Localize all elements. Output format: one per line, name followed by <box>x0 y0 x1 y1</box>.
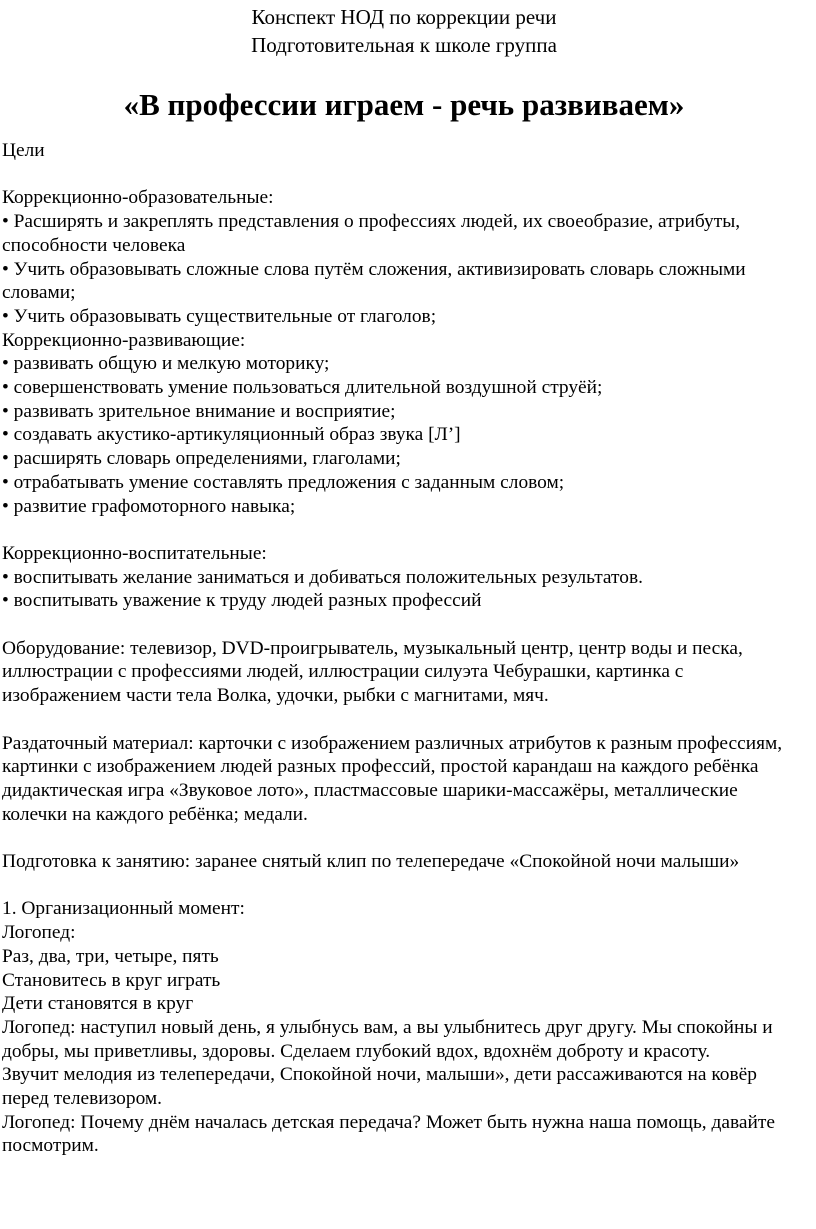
list-item: • отрабатывать умение составлять предложения с заданным словом; <box>2 471 565 493</box>
upbringing-heading: Коррекционно-воспитательные: <box>2 542 267 564</box>
lesson-line: Дети становятся в круг <box>2 993 194 1015</box>
header-line-2: Подготовительная к школе группа <box>251 33 557 57</box>
list-item: • Учить образовывать сложные слова путём сложения, активизировать словарь сложными словами; <box>2 258 746 304</box>
document-body <box>2 139 806 1158</box>
list-item: • воспитывать желание заниматься и добиваться положительных результатов. <box>2 566 643 588</box>
spacer <box>2 613 806 637</box>
lesson-line: Звучит мелодия из телепередачи, Спокойной ночи, малыши», дети рассаживаются на ковёр перед телевизором. <box>2 1064 757 1110</box>
list-item: • создавать акустико-артикуляционный образ звука [Л’] <box>2 424 461 446</box>
spacer <box>2 874 806 898</box>
goals-heading: Цели <box>2 140 45 161</box>
handout-paragraph: Раздаточный материал: карточки с изображением различных атрибутов к разным профессиям, картинки с изображением людей разных профессий, простой карандаш на каждого ребёнка дидактическая игра «Звуковое лото», пластмассовые шарики-массажёры, металлические колечки на каждого ребёнка; медали. <box>2 732 783 825</box>
spacer <box>2 708 806 732</box>
list-item: • развивать общую и мелкую моторику; <box>2 353 330 375</box>
list-item: • Учить образовывать существительные от глаголов; <box>2 305 437 327</box>
lesson-heading: 1. Организационный момент: <box>2 898 245 920</box>
lesson-line: Раз, два, три, четыре, пять <box>2 945 219 967</box>
educational-heading: Коррекционно-образовательные: <box>2 187 274 209</box>
spacer <box>2 163 806 187</box>
list-item: • развитие графомоторного навыка; <box>2 495 296 517</box>
document-title: «В профессии играем - речь развиваем» <box>123 87 685 122</box>
lesson-line: Логопед: <box>2 922 76 944</box>
list-item: • воспитывать уважение к труду людей разных профессий <box>2 590 482 612</box>
list-item: • развивать зрительное внимание и восприятие; <box>2 400 396 422</box>
developing-heading: Коррекционно-развивающие: <box>2 329 246 351</box>
list-item: • Расширять и закреплять представления о профессиях людей, их своеобразие, атрибуты, способности человека <box>2 211 741 256</box>
spacer <box>2 826 806 850</box>
preparation-paragraph: Подготовка к занятию: заранее снятый клип по телепередаче «Спокойной ночи малыши» <box>2 851 740 873</box>
lesson-line: Логопед: наступил новый день, я улыбнусь вам, а вы улыбнитесь друг другу. Мы спокойны и добры, мы приветливы, здоровы. Сделаем глубокий вдох, вдохнём доброту и красоту. <box>2 1016 773 1062</box>
list-item: • расширять словарь определениями, глаголами; <box>2 448 401 470</box>
lesson-line: Становитесь в круг играть <box>2 969 221 991</box>
equipment-paragraph: Оборудование: телевизор, DVD-проигрыватель, музыкальный центр, центр воды и песка, иллюстрации с профессиями людей, иллюстрации силуэта Чебурашки, картинка с изображением части тела Волка, удочки, рыбки с магнитами, мяч. <box>2 637 743 707</box>
list-item: • совершенствовать умение пользоваться длительной воздушной струёй; <box>2 377 603 399</box>
lesson-line: Логопед: Почему днём началась детская передача? Может быть нужна наша помощь, давайте посмотрим. <box>2 1111 775 1157</box>
header-line-1: Конспект НОД по коррекции речи <box>251 5 557 29</box>
spacer <box>2 518 806 542</box>
